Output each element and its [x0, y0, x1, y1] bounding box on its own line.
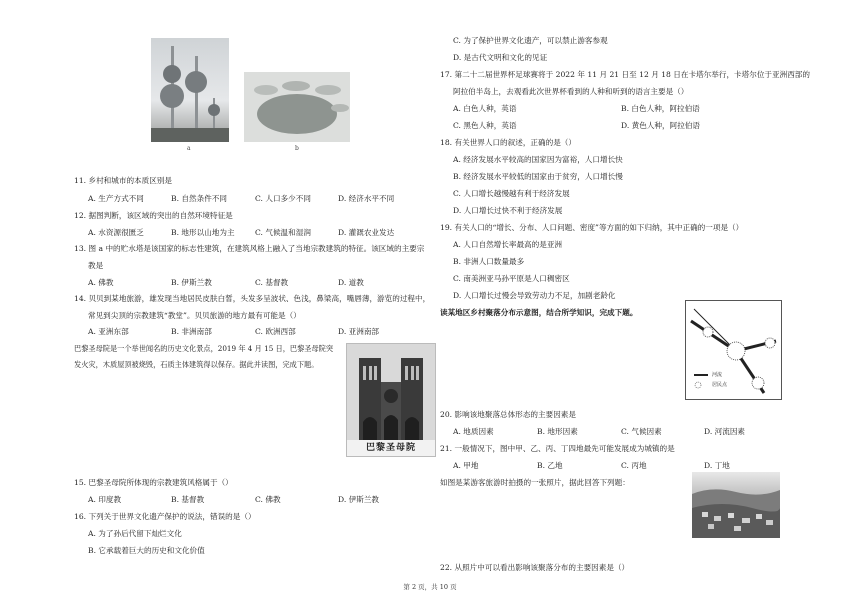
- village-photo: [692, 472, 780, 538]
- figure-a-caption: a: [187, 145, 191, 152]
- settlement-map-drawing: [686, 301, 781, 399]
- question-17-stem-line-1: 17. 第二十二届世界杯足球赛将于 2022 年 11 月 21 日至 12 月 18 日在卡塔尔举行，卡塔尔位于亚洲西部的: [440, 70, 810, 79]
- q17-option-d[interactable]: D. 黄色人种，阿拉伯语: [621, 121, 700, 130]
- q17-option-c[interactable]: C. 黑色人种，英语: [453, 121, 517, 130]
- question-11-stem: 11. 乡村和城市的本质区别是: [74, 176, 173, 185]
- question-15-stem: 15. 巴黎圣母院所体现的宗教建筑风格属于（）: [74, 478, 233, 487]
- question-13-stem-line-1: 13. 图 a 中的贮水塔是该国家的标志性建筑，在建筑风格上融入了当地宗教建筑的特征。该区域的主要宗: [74, 244, 425, 253]
- water-tower-drawing: [151, 38, 229, 142]
- q13-option-d[interactable]: D. 道教: [338, 278, 364, 287]
- question-18-stem: 18. 有关世界人口的叙述，正确的是（）: [440, 138, 576, 147]
- q19-option-a[interactable]: A. 人口自然增长率最高的是亚洲: [453, 240, 563, 249]
- q21-option-a[interactable]: A. 甲地: [453, 461, 479, 470]
- q15-option-d[interactable]: D. 伊斯兰教: [338, 495, 380, 504]
- question-20-stem: 20. 影响该地聚落总体形态的主要因素是: [440, 410, 576, 419]
- q12-option-c[interactable]: C. 气候温和湿润: [255, 228, 311, 237]
- q14-option-a[interactable]: A. 亚洲东部: [88, 327, 129, 336]
- q20-option-b[interactable]: B. 地形因素: [537, 427, 578, 436]
- map-legend-river: 河流: [712, 372, 723, 378]
- question-16-stem: 16. 下列关于世界文化遗产保护的说法，错误的是（）: [74, 512, 256, 521]
- notre-dame-intro-line-2: 发火灾，木质屋顶被烧毁，石质主体建筑得以保存。据此并读图，完成下题。: [74, 360, 319, 369]
- q19-option-c[interactable]: C. 南美洲亚马孙平原是人口稠密区: [453, 274, 570, 283]
- question-14-stem-line-1: 14. 贝贝到某地旅游，雄发现当地居民皮肤白皙，头发多呈波状、色浅，鼻梁高，嘴唇薄，游览的过程中，: [74, 294, 431, 303]
- irrigation-drawing: [244, 72, 350, 142]
- village-drawing: [692, 472, 780, 538]
- settlement-map: [685, 300, 782, 400]
- q13-option-b[interactable]: B. 伊斯兰教: [171, 278, 212, 287]
- q16-option-a[interactable]: A. 为了孙后代留下灿烂文化: [88, 529, 182, 538]
- q16-option-d[interactable]: D. 是古代文明和文化的见证: [453, 53, 548, 62]
- q20-option-c[interactable]: C. 气候因素: [621, 427, 662, 436]
- question-13-stem-line-2: 教是: [88, 261, 104, 270]
- q16-option-c[interactable]: C. 为了保护世界文化遗产，可以禁止游客参观: [453, 36, 608, 45]
- question-14-stem-line-2: 常见到尖顶的宗教建筑“教堂”。贝贝旅游的地方最有可能是（）: [88, 311, 301, 320]
- q11-option-c[interactable]: C. 人口多少不同: [255, 194, 311, 203]
- q15-option-c[interactable]: C. 佛教: [255, 495, 281, 504]
- q11-option-b[interactable]: B. 自然条件不同: [171, 194, 227, 203]
- photo-intro: 如图是某游客旅游时拍摄的一张照片，据此回答下列题：: [440, 478, 630, 487]
- q18-option-d[interactable]: D. 人口增长过快不利于经济发展: [453, 206, 563, 215]
- q14-option-b[interactable]: B. 非洲南部: [171, 327, 212, 336]
- q11-option-d[interactable]: D. 经济水平不同: [338, 194, 395, 203]
- q12-option-b[interactable]: B. 地形以山地为主: [171, 228, 235, 237]
- q15-option-a[interactable]: A. 印度教: [88, 495, 122, 504]
- q12-option-a[interactable]: A. 水资源很匮乏: [88, 228, 144, 237]
- q20-option-a[interactable]: A. 地质因素: [453, 427, 494, 436]
- map-reading-instruction: 读某地区乡村聚落分布示意图，结合所学知识，完成下题。: [440, 308, 638, 317]
- water-tower-photo: [151, 38, 229, 142]
- question-19-stem: 19. 有关人口的“增长、分布、人口问题、密度”等方面的如下归纳，其中正确的一项是（）: [440, 223, 744, 232]
- q19-option-d[interactable]: D. 人口增长过慢会导致劳动力不足，加剧老龄化: [453, 291, 616, 300]
- q21-option-d[interactable]: D. 丁地: [704, 461, 730, 470]
- figure-b-caption: b: [295, 145, 299, 152]
- q11-option-a[interactable]: A. 生产方式不同: [88, 194, 144, 203]
- page-footer: 第 2 页，共 10 页: [403, 583, 457, 591]
- question-22-stem: 22. 从照片中可以看出影响该聚落分布的主要因素是（）: [440, 563, 630, 572]
- q20-option-d[interactable]: D. 河流因素: [704, 427, 746, 436]
- q18-option-c[interactable]: C. 人口增长越慢越有利于经济发展: [453, 189, 570, 198]
- q12-option-d[interactable]: D. 灌溉农业发达: [338, 228, 395, 237]
- q17-option-b[interactable]: B. 白色人种，阿拉伯语: [621, 104, 700, 113]
- notre-dame-drawing: [347, 344, 435, 440]
- map-legend-settlement: 居民点: [712, 382, 728, 388]
- q13-option-a[interactable]: A. 佛教: [88, 278, 114, 287]
- q14-option-c[interactable]: C. 欧洲西部: [255, 327, 296, 336]
- notre-dame-intro-line-1: 巴黎圣母院是一个举世闻名的历史文化景点，2019 年 4 月 15 日，巴黎圣母院突: [74, 344, 334, 353]
- q15-option-b[interactable]: B. 基督教: [171, 495, 205, 504]
- q17-option-a[interactable]: A. 白色人种，英语: [453, 104, 517, 113]
- q16-option-b[interactable]: B. 它承载着巨大的历史和文化价值: [88, 546, 205, 555]
- q18-option-b[interactable]: B. 经济发展水平较低的国家由于贫穷，人口增长慢: [453, 172, 623, 181]
- notre-dame-caption: 巴黎圣母院: [365, 443, 416, 453]
- notre-dame-photo: [346, 343, 436, 457]
- q18-option-a[interactable]: A. 经济发展水平较高的国家因为富裕，人口增长快: [453, 155, 623, 164]
- q14-option-d[interactable]: D. 亚洲南部: [338, 327, 380, 336]
- q21-option-b[interactable]: B. 乙地: [537, 461, 563, 470]
- question-21-stem: 21. 一般情况下，图中甲、乙、丙、丁四地最先可能发展成为城镇的是: [440, 444, 675, 453]
- q21-option-c[interactable]: C. 丙地: [621, 461, 647, 470]
- question-12-stem: 12. 据图判断，该区域的突出的自然环境特征是: [74, 211, 233, 220]
- q13-option-c[interactable]: C. 基督教: [255, 278, 289, 287]
- question-17-stem-line-2: 阿拉伯半岛上，去观看此次世界杯看到的人种和听到的语言主要是（）: [453, 87, 689, 96]
- q19-option-b[interactable]: B. 非洲人口数量最多: [453, 257, 525, 266]
- irrigation-photo: [244, 72, 350, 142]
